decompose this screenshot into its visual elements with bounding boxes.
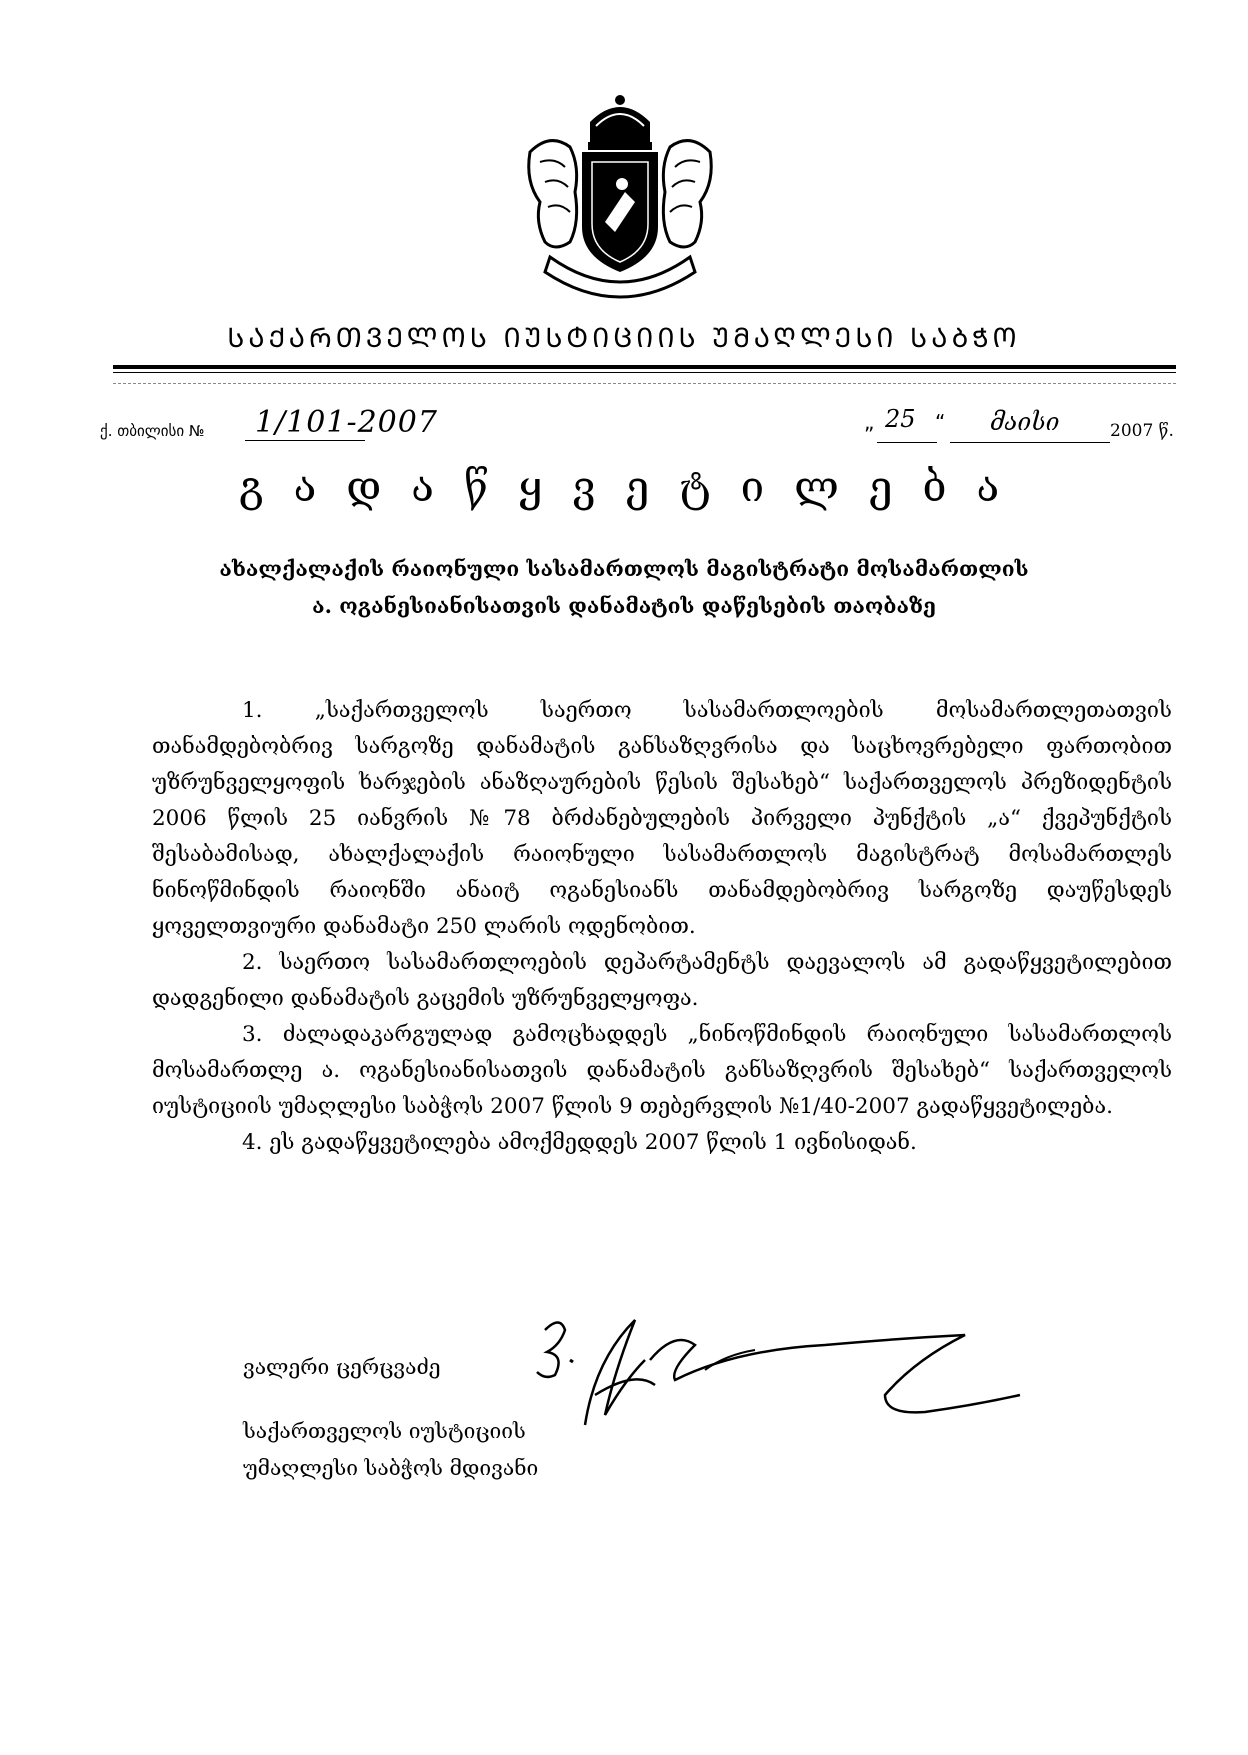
date-month-underline <box>950 442 1110 443</box>
date-quote-open: „ <box>864 410 875 434</box>
paragraph-4: 4. ეს გადაწყვეტილება ამოქმედდეს 2007 წლის 1 ივნისიდან. <box>242 1130 917 1155</box>
coat-of-arms-seal <box>510 92 730 307</box>
document-body <box>152 693 1172 1161</box>
handwritten-signature <box>525 1300 1025 1430</box>
paragraph-3: 3. ძალადაკარგულად გამოცხადდეს „ნინოწმინდის რაიონული სასამართლოს მოსამართლე ა. ოგანესიანისათვის დანამატის განსაზღვრის შესახებ“ საქართველოს იუსტიციის უმაღლესი საბჭოს 2007 წლის 9 თებერვლის №1/40-2007 გადაწყვეტილება. <box>152 1022 1172 1119</box>
subject-line-2: ა. ოგანესიანისათვის დანამატის დაწესების თაობაზე <box>312 593 936 618</box>
registration-underline <box>245 440 365 441</box>
signatory-title-line-1: საქართველოს იუსტიციის <box>243 1419 526 1443</box>
header-rule-thin <box>113 372 1176 373</box>
registration-number: 1/101-2007 <box>255 405 438 440</box>
header-rule-thick <box>113 365 1176 369</box>
city-label: ქ. თბილისი № <box>100 422 205 440</box>
date-day-underline <box>877 442 937 443</box>
date-day: 25 <box>885 405 916 433</box>
council-name-header: ᲡᲐᲥᲐᲠᲗᲕᲔᲚᲝᲡ ᲘᲣᲡᲢᲘᲪᲘᲘᲡ ᲣᲛᲐᲦᲚᲔᲡᲘ ᲡᲐᲑᲭᲝ <box>227 323 1021 354</box>
header-rule-faint <box>113 383 1176 384</box>
date-month: მაისი <box>990 408 1060 436</box>
paragraph-2: 2. საერთო სასამართლოების დეპარტამენტს დაევალოს ამ გადაწყვეტილებით დადგენილი დანამატის გაცემის უზრუნველყოფა. <box>152 950 1172 1011</box>
signatory-name: ვალერი ცერცვაძე <box>243 1355 441 1379</box>
subject-line-1: ახალქალაქის რაიონული სასამართლოს მაგისტრატი მოსამართლის <box>219 556 1029 581</box>
date-quote-close: “ <box>935 410 946 434</box>
paragraph-1: 1. „საქართველოს საერთო სასამართლოების მოსამართლეთათვის თანამდებობრივ სარგოზე დანამატის განსაზღვრისა და საცხოვრებელი ფართობით უზრუნველყოფის ხარჯების ანაზღაურების წესის შესახებ“ საქართველოს პრეზიდენტის 2006 წლის 25 იანვრის №78 ბრძანებულების პირველი პუნქტის „ა“ ქვეპუნქტის შესაბამისად, ახალქალაქის რაიონული სასამართლოს მაგისტრატ მოსამართლეს ნინოწმინდის რაიონში ანაიტ ოგანესიანს თანამდებობრივ სარგოზე დაუწესდეს ყოველთვიური დანამატი 250 ლარის ოდენობით. <box>152 698 1172 939</box>
signatory-title-line-2: უმაღლესი საბჭოს მდივანი <box>243 1456 539 1480</box>
document-title: გადაწყვეტილება <box>238 462 1030 511</box>
date-year: 2007 წ. <box>1110 421 1174 441</box>
